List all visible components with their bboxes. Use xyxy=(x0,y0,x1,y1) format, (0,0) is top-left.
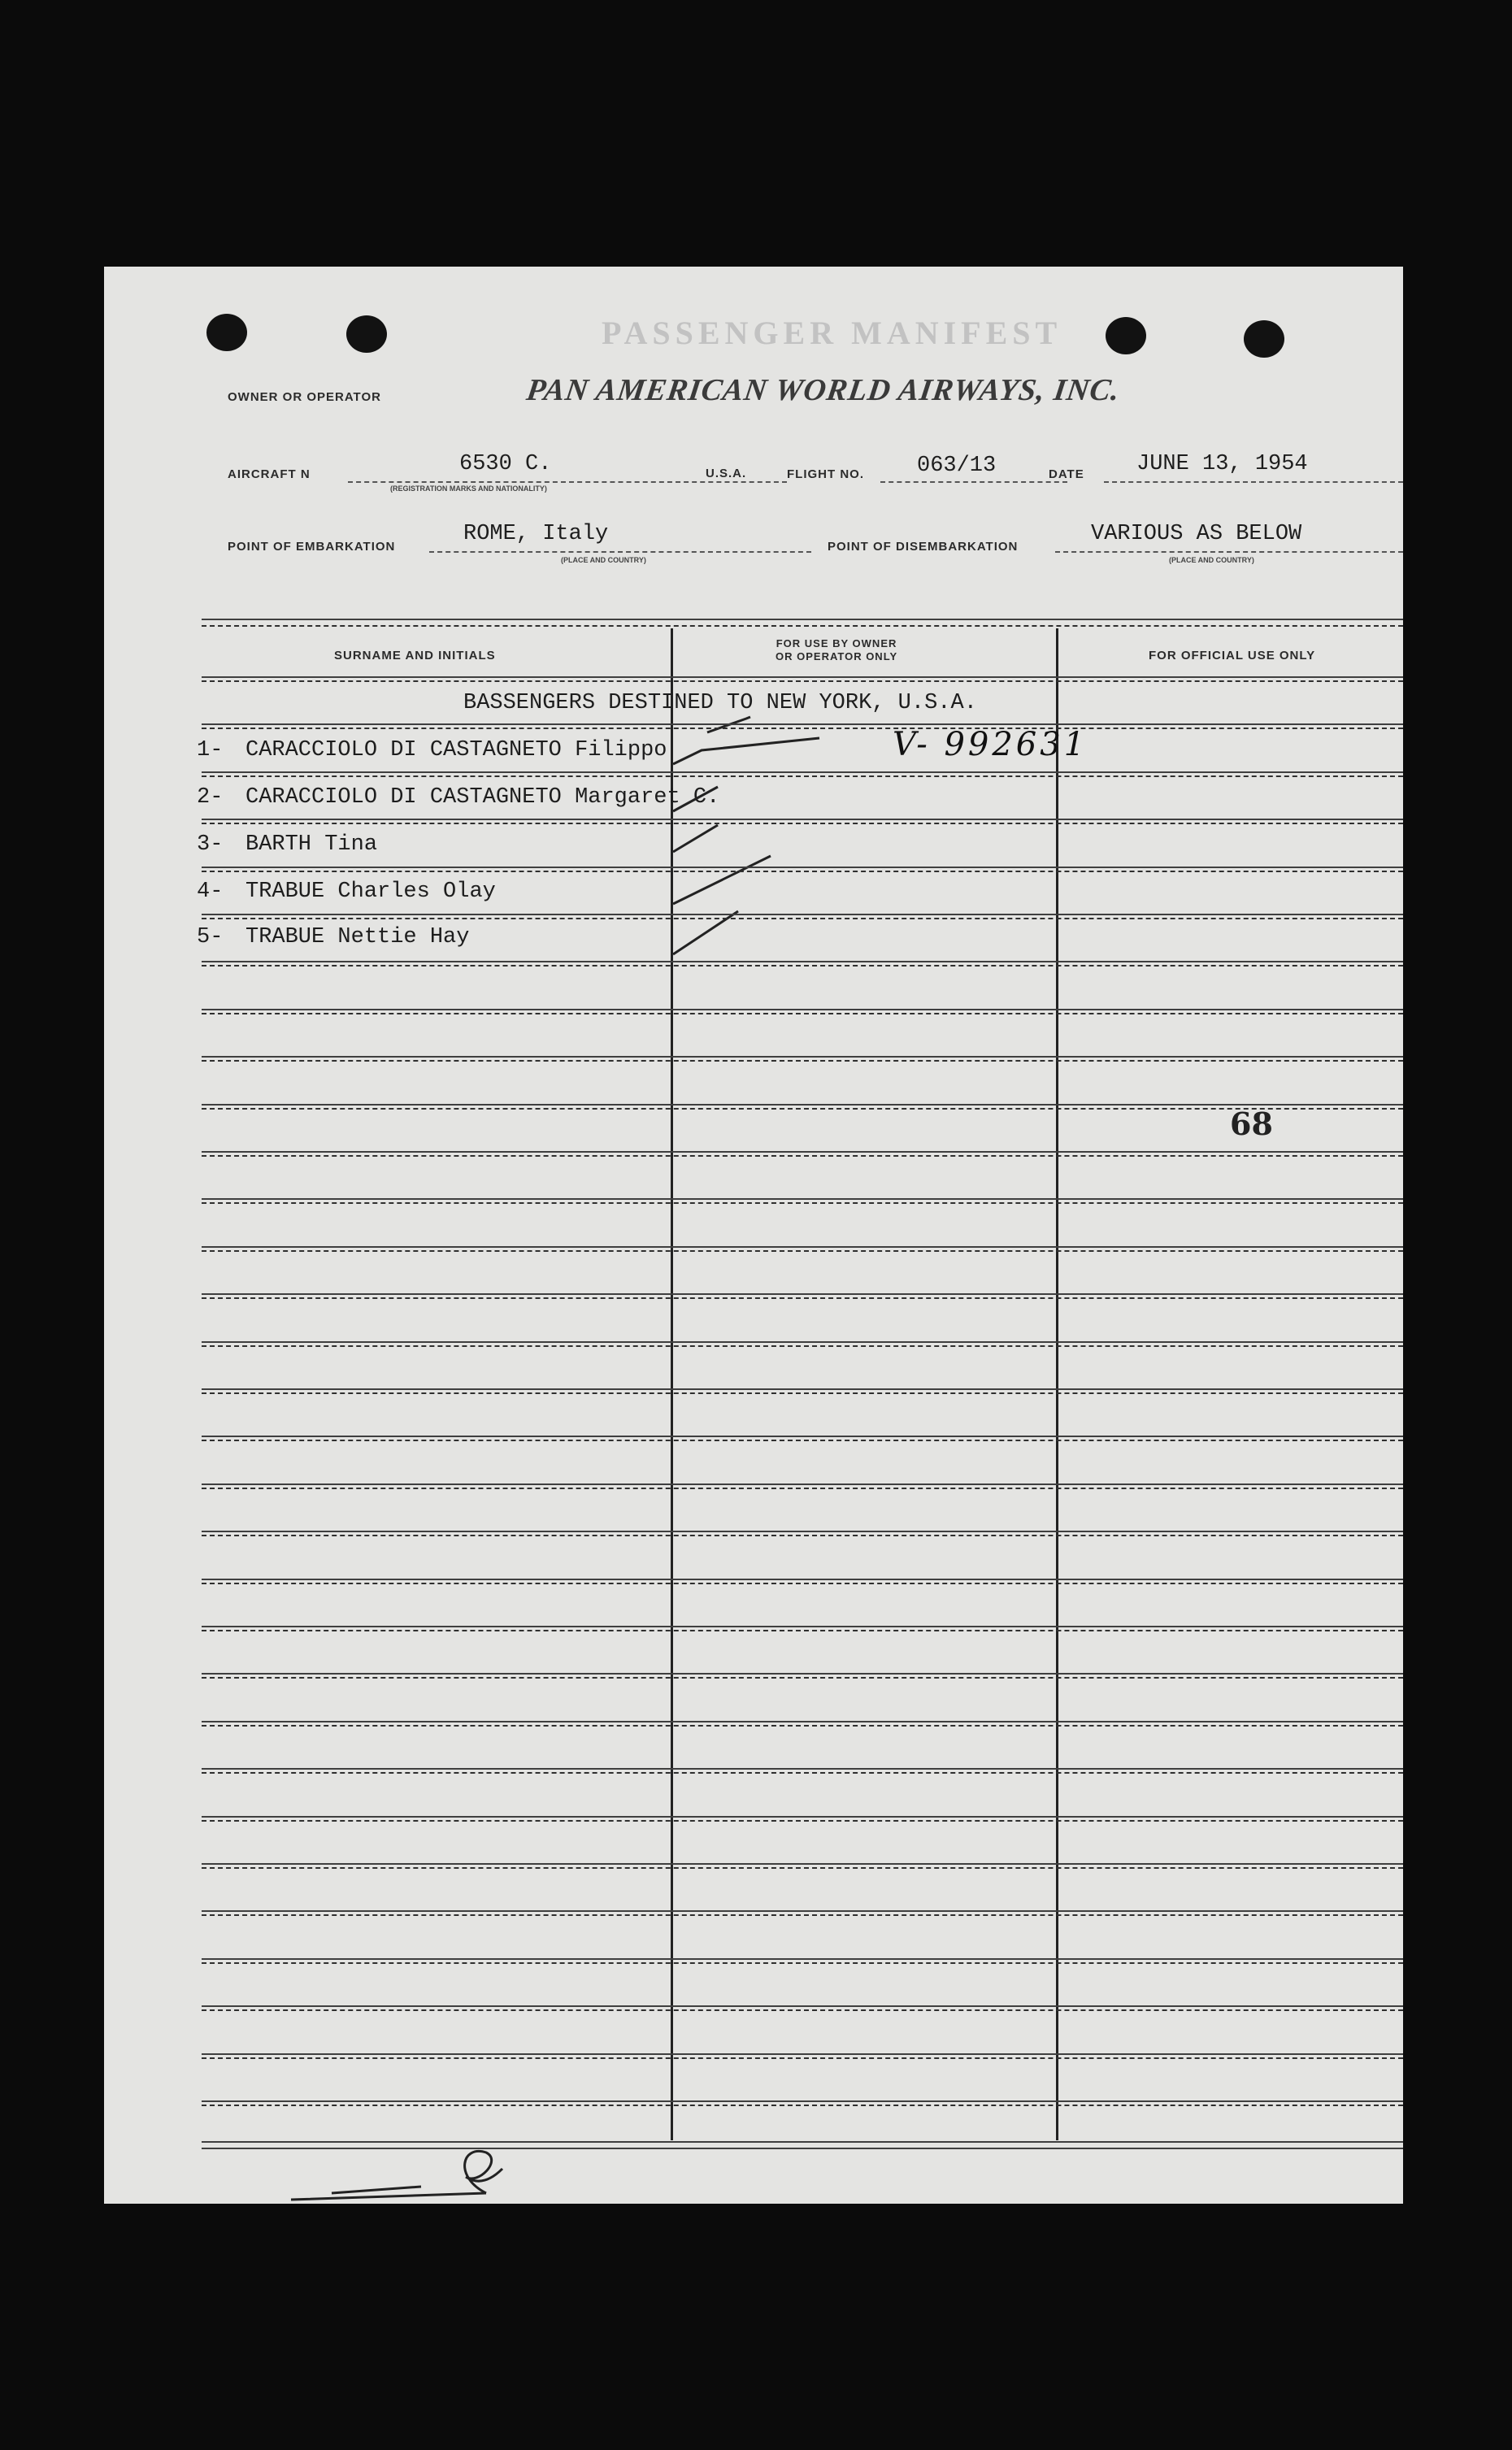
ruled-line xyxy=(202,1202,1403,1204)
flight-value: 063/13 xyxy=(917,454,997,478)
ruled-line xyxy=(202,1816,1403,1818)
row-number: 4- xyxy=(197,880,224,904)
ruled-line xyxy=(202,914,1403,915)
check-mark xyxy=(673,787,718,811)
ruled-line xyxy=(202,1820,1403,1822)
ruled-line xyxy=(202,676,1403,678)
ruled-line xyxy=(202,1009,1403,1010)
ruled-line xyxy=(202,1056,1403,1058)
ruled-line xyxy=(202,1013,1403,1014)
check-marks xyxy=(104,267,1403,998)
ruled-line xyxy=(202,1151,1403,1153)
passenger-name: CARACCIOLO DI CASTAGNETO Filippo xyxy=(245,738,667,762)
ruled-line xyxy=(202,1768,1403,1770)
ruled-line xyxy=(202,819,1403,820)
row-number: 1- xyxy=(197,738,224,762)
ruled-line xyxy=(202,1060,1403,1062)
owner-value: PAN AMERICAN WORLD AIRWAYS, INC. xyxy=(524,373,1123,407)
ruled-line xyxy=(202,1531,1403,1532)
col-header-operator-line2: OR OPERATOR ONLY xyxy=(776,650,898,662)
ruled-line xyxy=(202,1155,1403,1157)
aircraft-value: 6530 C. xyxy=(459,452,552,476)
ruled-line xyxy=(202,1677,1403,1679)
passenger-name: TRABUE Charles Olay xyxy=(245,880,496,904)
ruled-line xyxy=(202,1250,1403,1252)
ruled-line xyxy=(202,771,1403,773)
disembark-caption: (PLACE AND COUNTRY) xyxy=(1169,556,1254,564)
disembark-value: VARIOUS AS BELOW xyxy=(1091,522,1302,546)
ruled-line xyxy=(202,1392,1403,1394)
ruled-line xyxy=(202,1341,1403,1343)
ruled-line xyxy=(202,2100,1403,2102)
ruled-line xyxy=(202,1293,1403,1295)
ruled-line xyxy=(202,1535,1403,1536)
ruled-line xyxy=(202,1863,1403,1865)
embark-label: POINT OF EMBARKATION xyxy=(228,540,396,554)
section-heading: BASSENGERS DESTINED TO NEW YORK, U.S.A. xyxy=(463,691,977,715)
passenger-name: CARACCIOLO DI CASTAGNETO Margaret C. xyxy=(245,785,720,810)
ruled-line xyxy=(202,2105,1403,2106)
ruled-line xyxy=(202,1198,1403,1200)
ruled-line xyxy=(202,871,1403,872)
ruled-line xyxy=(202,918,1403,919)
ruled-line xyxy=(202,1440,1403,1441)
check-mark xyxy=(673,856,771,904)
row-number: 5- xyxy=(197,925,224,949)
embark-caption: (PLACE AND COUNTRY) xyxy=(561,556,646,564)
passenger-name: BARTH Tina xyxy=(245,832,378,857)
aircraft-caption: (REGISTRATION MARKS AND NATIONALITY) xyxy=(390,484,547,493)
ruled-line xyxy=(202,1721,1403,1722)
ruled-line xyxy=(202,1867,1403,1869)
ruled-line xyxy=(202,2009,1403,2011)
handwritten-number: V- 992631 xyxy=(893,726,1088,763)
ruled-line xyxy=(202,2057,1403,2059)
ruled-line xyxy=(202,1483,1403,1485)
ruled-line xyxy=(202,723,1403,725)
ruled-line xyxy=(202,2053,1403,2055)
ruled-line xyxy=(202,680,1403,682)
ruled-line xyxy=(202,1910,1403,1912)
col-header-operator-line1: FOR USE BY OWNER xyxy=(776,637,897,649)
row-number: 3- xyxy=(197,832,224,857)
passenger-name: TRABUE Nettie Hay xyxy=(245,925,470,949)
stamped-number: 68 xyxy=(1230,1106,1273,1142)
flight-label: FLIGHT NO. xyxy=(787,467,864,481)
col-header-surname: SURNAME AND INITIALS xyxy=(334,649,496,662)
ruled-line xyxy=(202,961,1403,962)
date-value: JUNE 13, 1954 xyxy=(1136,452,1308,476)
check-mark xyxy=(673,738,819,764)
ruled-line xyxy=(202,1725,1403,1727)
date-label: DATE xyxy=(1049,467,1084,481)
ruled-line xyxy=(202,1104,1403,1106)
nationality: U.S.A. xyxy=(706,467,747,480)
row-number: 2- xyxy=(197,785,224,810)
ruled-line xyxy=(202,1345,1403,1347)
signature xyxy=(283,2128,527,2204)
ruled-line xyxy=(202,867,1403,868)
ruled-line xyxy=(202,775,1403,777)
ruled-line xyxy=(202,1583,1403,1584)
ruled-line xyxy=(202,1630,1403,1631)
ruled-line xyxy=(202,1626,1403,1627)
ruled-line xyxy=(202,1579,1403,1580)
col-header-official: FOR OFFICIAL USE ONLY xyxy=(1149,649,1316,662)
owner-label: OWNER OR OPERATOR xyxy=(228,390,381,404)
ruled-line xyxy=(202,1297,1403,1299)
ruled-line xyxy=(202,1436,1403,1437)
ruled-line xyxy=(202,1673,1403,1675)
ruled-line xyxy=(202,1108,1403,1110)
check-mark xyxy=(673,825,718,852)
ruled-line xyxy=(202,1246,1403,1248)
ruled-line xyxy=(202,1388,1403,1390)
disembark-label: POINT OF DISEMBARKATION xyxy=(828,540,1019,554)
ruled-line xyxy=(202,1488,1403,1489)
ruled-line xyxy=(202,1962,1403,1964)
page-title: PASSENGER MANIFEST xyxy=(602,315,1062,351)
ruled-line xyxy=(202,1772,1403,1774)
manifest-page xyxy=(104,267,1403,2204)
aircraft-label: AIRCRAFT N xyxy=(228,467,311,481)
ruled-line xyxy=(202,965,1403,967)
ruled-line xyxy=(202,1958,1403,1960)
ruled-line xyxy=(202,2005,1403,2007)
ruled-line xyxy=(202,728,1403,729)
ruled-line xyxy=(202,823,1403,824)
embark-value: ROME, Italy xyxy=(463,522,609,546)
ruled-line xyxy=(202,1914,1403,1916)
